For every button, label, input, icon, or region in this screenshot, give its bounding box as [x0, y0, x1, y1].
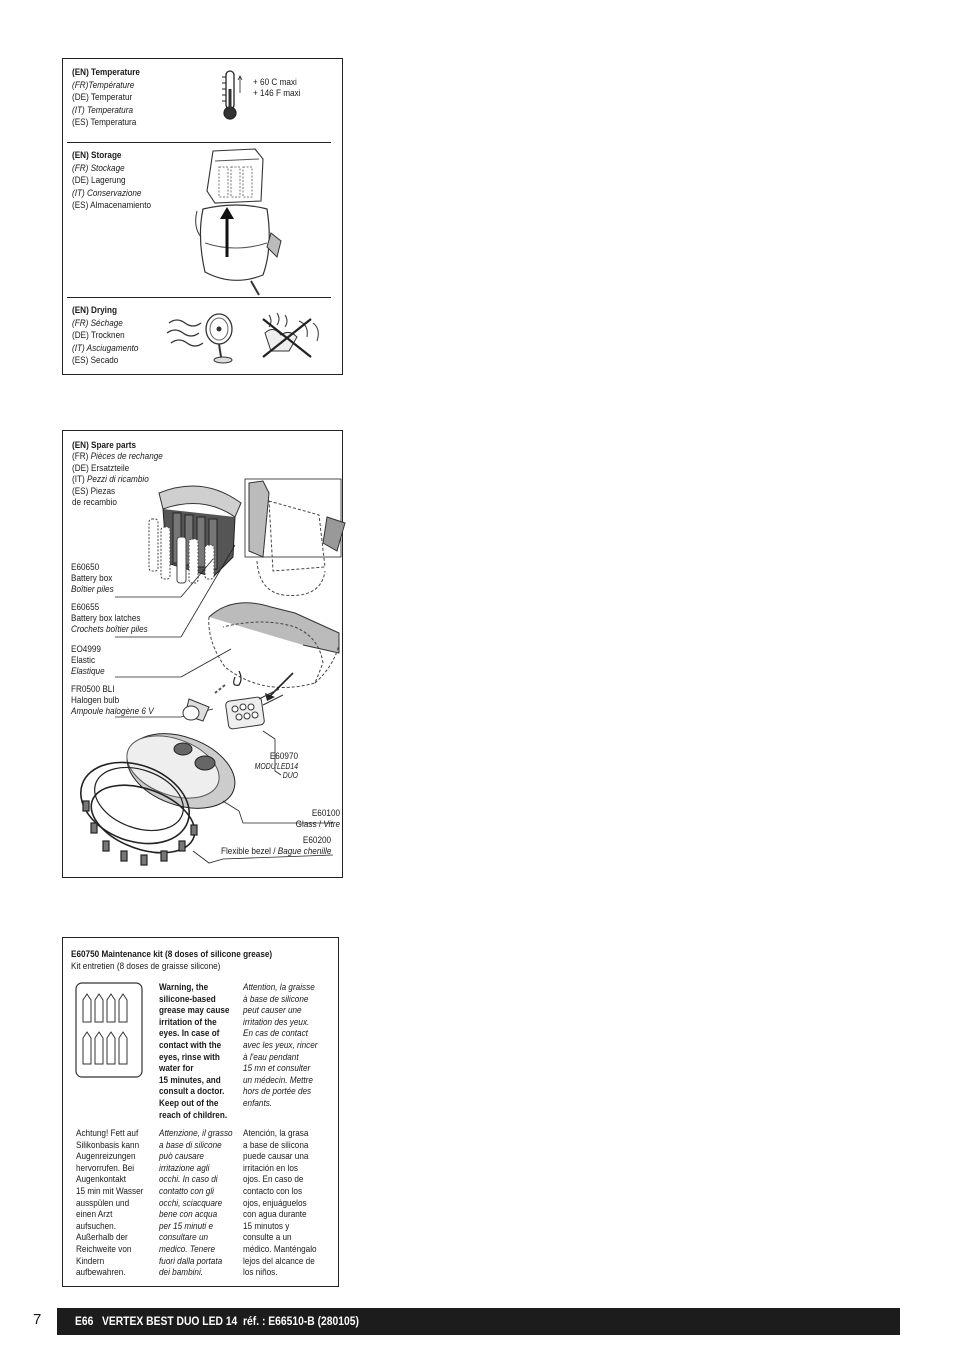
- footer-bar: [57, 1308, 900, 1335]
- divider: [67, 142, 331, 143]
- warning-fr: Attention, la graisse à base de silicone peut causer une irritation des yeux. En cas de contact avec les yeux, rincer à l'eau pendant 15 mn et consulter un médecin. Mettre hors de portée des enfants.: [243, 982, 318, 1109]
- air-dry-fan-icon: [167, 307, 249, 367]
- part-name: Battery box: [71, 573, 113, 584]
- part-ref: EO4999: [71, 644, 101, 655]
- spare-parts-es-1: (ES) Piezas: [72, 485, 116, 497]
- storage-labels: [72, 150, 151, 213]
- part-name: Battery box latches: [71, 613, 141, 624]
- part-ref: E60970: [269, 751, 299, 762]
- temperature-max: [253, 77, 300, 99]
- temperature-fr: (FR)Température: [72, 79, 135, 91]
- part-name-2: DUO: [282, 771, 299, 781]
- temperature-de: (DE) Temperatur: [72, 92, 133, 104]
- maintenance-kit-box: [62, 937, 339, 1287]
- spare-parts-fr-text: Pièces de rechange: [90, 451, 163, 463]
- part-name: Glass /: [295, 819, 322, 830]
- warning-de: Achtung! Fett auf Silikonbasis kann Augenreizungen hervorrufen. Bei Augenkontakt 15 min mit Wasser ausspülen und einen Arzt aufsuchen. Außerhalb der Reichweite von Kindern aufbewahren.: [76, 1128, 144, 1279]
- exploded-view-illustration: [63, 431, 344, 879]
- part-name-fr: Vitre: [323, 819, 341, 830]
- storage-illustration-icon: [193, 147, 283, 297]
- spare-parts-it-text: Pezzi di ricambio: [86, 474, 149, 486]
- drying-de: (DE) Trocknen: [72, 330, 125, 342]
- spare-parts-en: (EN) Spare parts: [72, 440, 137, 451]
- temperature-en: (EN) Temperature: [72, 67, 140, 78]
- care-instructions-box: [62, 58, 343, 375]
- footer-text: E66 VERTEX BEST DUO LED 14 réf. : E66510-B (280105): [75, 1314, 359, 1328]
- maintenance-subtitle: Kit entretien (8 doses de graisse silicone): [71, 960, 221, 972]
- warning-en: Warning, the silicone-based grease may cause irritation of the eyes. In case of contact with the eyes, rinse with water for 15 minutes, and consult a doctor. Keep out of the reach of children.: [159, 982, 230, 1121]
- part-name-fr: Bague chenille: [277, 846, 332, 857]
- no-heat-dry-icon: [259, 311, 327, 361]
- spare-parts-es-2: de recambio: [72, 497, 117, 509]
- part-name-fr: Crochets boîtier piles: [71, 624, 148, 635]
- part-ref: E60650: [71, 562, 100, 573]
- maintenance-title: E60750 Maintenance kit (8 doses of silicone grease): [71, 949, 273, 960]
- temperature-it: (IT) Temperatura: [72, 104, 133, 116]
- thermometer-icon: [218, 69, 248, 121]
- maintenance-title-block: [71, 949, 272, 972]
- drying-en: (EN) Drying: [72, 305, 117, 316]
- part-ref: FR0500 BLI: [71, 684, 115, 695]
- temperature-max-c: + 60 C maxi: [253, 77, 297, 88]
- part-ref: E60100: [311, 808, 341, 819]
- drying-es: (ES) Secado: [72, 355, 119, 367]
- spare-parts-de: (DE) Ersatzteile: [72, 462, 130, 474]
- storage-fr: (FR) Stockage: [72, 162, 125, 174]
- spare-parts-box: [62, 430, 343, 878]
- part-name-fr: Elastique: [71, 666, 105, 677]
- part-name-fr: Ampoule halogène 6 V: [71, 706, 154, 717]
- drying-fr: (FR) Séchage: [72, 317, 123, 329]
- storage-en: (EN) Storage: [72, 150, 122, 161]
- spare-parts-it-code: (IT): [72, 474, 85, 486]
- divider: [67, 297, 331, 298]
- spare-parts-fr-code: (FR): [72, 451, 89, 463]
- temperature-labels: [72, 67, 140, 130]
- storage-it: (IT) Conservazione: [72, 187, 142, 199]
- storage-de: (DE) Lagerung: [72, 175, 126, 187]
- grease-doses-icon: [75, 982, 143, 1078]
- temperature-es: (ES) Temperatura: [72, 117, 137, 129]
- warning-es: Atención, la grasa a base de silicona puede causar una irritación en los ojos. En caso de contacto con los ojos, enjuáguelos con agua durante 15 minutos y consulte a un médico. Manténgalo lejos del alcance de los niños.: [243, 1128, 317, 1279]
- part-ref: E60200: [302, 835, 332, 846]
- drying-labels: [72, 305, 138, 368]
- part-ref: E60655: [71, 602, 100, 613]
- part-name: Flexible bezel /: [221, 846, 276, 857]
- temperature-max-f: + 146 F maxi: [253, 88, 301, 99]
- warning-it: Attenzione, il grasso a base di silicone può causare irritazione agli occhi. In caso di contatto con gli occhi, sciacquare bene con acqua per 15 minuti e consultare un medico. Tenere fuori dalla portata dei bambini.: [159, 1128, 233, 1279]
- part-name: MODU'LED14: [254, 761, 299, 771]
- storage-es: (ES) Almacenamiento: [72, 200, 152, 212]
- part-name-fr: Boîtier piles: [71, 584, 114, 595]
- drying-it: (IT) Asciugamento: [72, 342, 139, 354]
- part-name: Halogen bulb: [71, 695, 120, 706]
- page-number: 7: [33, 1311, 42, 1328]
- part-name: Elastic: [71, 655, 96, 666]
